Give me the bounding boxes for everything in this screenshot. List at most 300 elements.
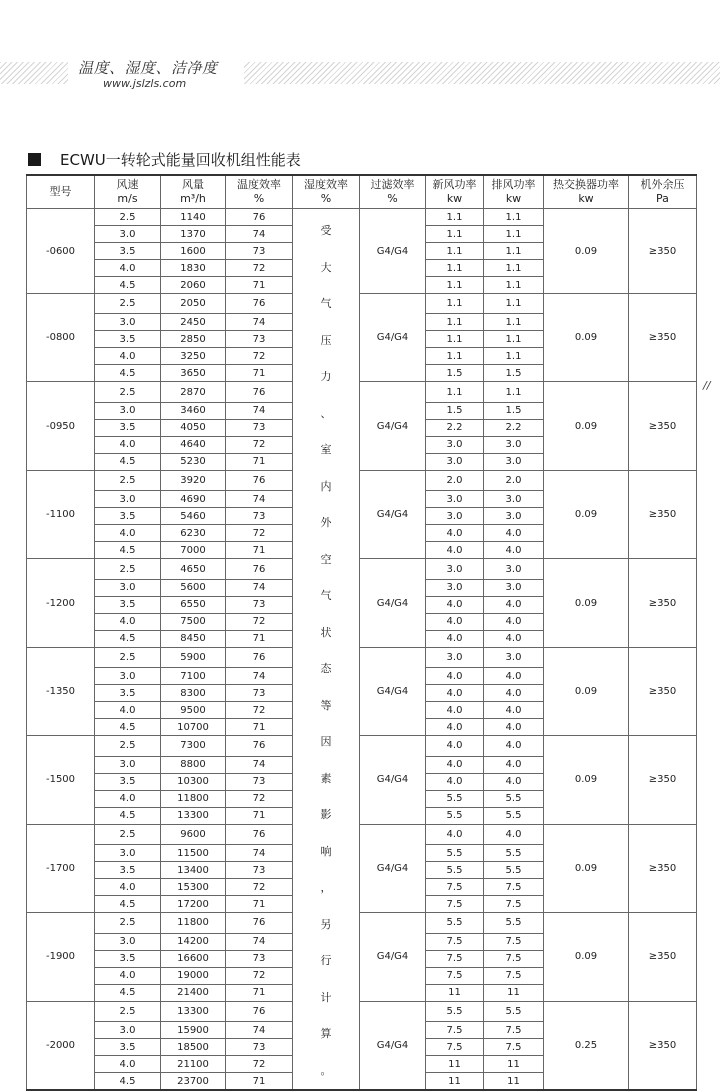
airflow-cell: 1600	[161, 243, 226, 260]
exhaust-power-cell: 4.0	[484, 719, 544, 736]
speed-cell: 4.0	[95, 348, 161, 365]
column-header	[161, 175, 226, 209]
airflow-cell: 2850	[161, 331, 226, 348]
temp-efficiency-cell: 76	[226, 1001, 293, 1022]
airflow-cell: 19000	[161, 967, 226, 984]
fresh-air-power-cell: 3.0	[426, 491, 484, 508]
table-row	[27, 382, 697, 402]
humidity-note-char: 压	[320, 333, 332, 347]
airflow-cell: 15900	[161, 1022, 226, 1039]
column-header-name: 过滤效率	[370, 178, 415, 191]
humidity-note-char: 因	[320, 735, 332, 748]
temp-efficiency-cell: 76	[226, 470, 293, 490]
fresh-air-power-cell: 1.1	[426, 226, 484, 243]
airflow-cell: 11500	[161, 845, 226, 862]
exhaust-power-cell: 3.0	[484, 508, 544, 525]
speed-cell: 3.5	[95, 419, 161, 436]
column-header	[629, 175, 697, 209]
speed-cell: 4.0	[95, 436, 161, 453]
airflow-cell: 8800	[161, 756, 226, 773]
airflow-cell: 7000	[161, 542, 226, 559]
airflow-cell: 1140	[161, 209, 226, 226]
heading-square-icon	[28, 153, 41, 166]
fresh-air-power-cell: 3.0	[426, 579, 484, 596]
temp-efficiency-cell: 71	[226, 1073, 293, 1091]
exhaust-power-cell: 1.1	[484, 243, 544, 260]
speed-cell: 3.0	[95, 1022, 161, 1039]
exchanger-power-cell: 0.09	[544, 647, 629, 735]
exhaust-power-cell: 5.5	[484, 790, 544, 807]
airflow-cell: 8300	[161, 685, 226, 702]
temp-efficiency-cell: 71	[226, 365, 293, 382]
airflow-cell: 3920	[161, 470, 226, 490]
filter-cell: G4/G4	[360, 382, 426, 470]
external-pressure-cell: ≥350	[629, 824, 697, 912]
temp-efficiency-cell: 71	[226, 719, 293, 736]
humidity-note-char: 影	[320, 808, 332, 821]
fresh-air-power-cell: 3.0	[426, 453, 484, 470]
section-heading	[28, 149, 301, 169]
speed-cell: 4.5	[95, 984, 161, 1001]
temp-efficiency-cell: 74	[226, 845, 293, 862]
temp-efficiency-cell: 72	[226, 436, 293, 453]
column-header	[360, 175, 426, 209]
fresh-air-power-cell: 4.0	[426, 525, 484, 542]
column-header-name: 风速	[116, 178, 139, 191]
airflow-cell: 7300	[161, 736, 226, 756]
external-pressure-cell: ≥350	[629, 647, 697, 735]
airflow-cell: 15300	[161, 879, 226, 896]
airflow-cell: 14200	[161, 933, 226, 950]
exhaust-power-cell: 5.5	[484, 845, 544, 862]
exhaust-power-cell: 3.0	[484, 559, 544, 579]
airflow-cell: 9600	[161, 824, 226, 844]
speed-cell: 3.0	[95, 402, 161, 419]
humidity-note-char: 力	[320, 370, 332, 383]
fresh-air-power-cell: 4.0	[426, 668, 484, 685]
exhaust-power-cell: 7.5	[484, 1022, 544, 1039]
airflow-cell: 10300	[161, 773, 226, 790]
speed-cell: 3.5	[95, 685, 161, 702]
header-url: www.jslzls.com	[103, 77, 187, 90]
temp-efficiency-cell: 72	[226, 1056, 293, 1073]
speed-cell: 4.5	[95, 542, 161, 559]
speed-cell: 3.5	[95, 1039, 161, 1056]
side-mark: //	[703, 379, 711, 392]
temp-efficiency-cell: 71	[226, 453, 293, 470]
table-row	[27, 647, 697, 667]
exhaust-power-cell: 1.5	[484, 365, 544, 382]
filter-cell: G4/G4	[360, 294, 426, 382]
fresh-air-power-cell: 5.5	[426, 913, 484, 933]
exhaust-power-cell: 7.5	[484, 896, 544, 913]
airflow-cell: 7100	[161, 668, 226, 685]
exchanger-power-cell: 0.09	[544, 470, 629, 558]
speed-cell: 3.5	[95, 331, 161, 348]
fresh-air-power-cell: 4.0	[426, 719, 484, 736]
exhaust-power-cell: 1.1	[484, 294, 544, 314]
temp-efficiency-cell: 73	[226, 508, 293, 525]
fresh-air-power-cell: 11	[426, 984, 484, 1001]
column-header-name: 湿度效率	[304, 178, 348, 191]
speed-cell: 2.5	[95, 736, 161, 756]
temp-efficiency-cell: 74	[226, 579, 293, 596]
external-pressure-cell: ≥350	[629, 382, 697, 470]
humidity-note-char: 另	[320, 917, 332, 931]
external-pressure-cell: ≥350	[629, 559, 697, 647]
speed-cell: 2.5	[95, 559, 161, 579]
speed-cell: 2.5	[95, 913, 161, 933]
exhaust-power-cell: 4.0	[484, 773, 544, 790]
speed-cell: 4.5	[95, 277, 161, 294]
fresh-air-power-cell: 4.0	[426, 773, 484, 790]
model-cell: -1700	[27, 824, 95, 912]
column-header-name: 风量	[182, 178, 204, 191]
column-header-unit: %	[253, 192, 265, 205]
exhaust-power-cell: 11	[484, 984, 544, 1001]
external-pressure-cell: ≥350	[629, 736, 697, 824]
column-header-name: 新风功率	[432, 178, 477, 191]
speed-cell: 3.0	[95, 845, 161, 862]
fresh-air-power-cell: 2.2	[426, 419, 484, 436]
airflow-cell: 7500	[161, 613, 226, 630]
airflow-cell: 3650	[161, 365, 226, 382]
temp-efficiency-cell: 73	[226, 950, 293, 967]
performance-table	[26, 174, 697, 1091]
temp-efficiency-cell: 71	[226, 277, 293, 294]
speed-cell: 3.5	[95, 862, 161, 879]
exhaust-power-cell: 4.0	[484, 525, 544, 542]
temp-efficiency-cell: 76	[226, 647, 293, 667]
model-cell: -1900	[27, 913, 95, 1001]
exhaust-power-cell: 4.0	[484, 668, 544, 685]
exhaust-power-cell: 1.1	[484, 382, 544, 402]
fresh-air-power-cell: 4.0	[426, 596, 484, 613]
speed-cell: 4.5	[95, 807, 161, 824]
exchanger-power-cell: 0.09	[544, 209, 629, 294]
speed-cell: 3.0	[95, 933, 161, 950]
fresh-air-power-cell: 5.5	[426, 862, 484, 879]
exhaust-power-cell: 1.1	[484, 331, 544, 348]
exhaust-power-cell: 4.0	[484, 542, 544, 559]
temp-efficiency-cell: 71	[226, 807, 293, 824]
exhaust-power-cell: 4.0	[484, 685, 544, 702]
external-pressure-cell: ≥350	[629, 294, 697, 382]
exhaust-power-cell: 3.0	[484, 491, 544, 508]
temp-efficiency-cell: 72	[226, 967, 293, 984]
column-header-unit: kw	[446, 192, 463, 205]
exhaust-power-cell: 1.1	[484, 348, 544, 365]
humidity-note-char: ，	[320, 881, 332, 894]
temp-efficiency-cell: 72	[226, 613, 293, 630]
exhaust-power-cell: 1.1	[484, 226, 544, 243]
fresh-air-power-cell: 1.1	[426, 260, 484, 277]
humidity-note-char: 气	[320, 589, 332, 602]
airflow-cell: 2450	[161, 314, 226, 331]
airflow-cell: 5460	[161, 508, 226, 525]
humidity-note-char: 素	[320, 771, 332, 785]
table-row	[27, 736, 697, 756]
temp-efficiency-cell: 74	[226, 402, 293, 419]
fresh-air-power-cell: 7.5	[426, 896, 484, 913]
column-header-name: 型号	[49, 185, 72, 198]
speed-cell: 4.5	[95, 365, 161, 382]
fresh-air-power-cell: 4.0	[426, 702, 484, 719]
fresh-air-power-cell: 1.5	[426, 365, 484, 382]
header-row	[27, 175, 697, 209]
external-pressure-cell: ≥350	[629, 209, 697, 294]
temp-efficiency-cell: 71	[226, 630, 293, 647]
speed-cell: 2.5	[95, 470, 161, 490]
column-header	[27, 175, 95, 209]
airflow-cell: 10700	[161, 719, 226, 736]
fresh-air-power-cell: 4.0	[426, 756, 484, 773]
speed-cell: 3.5	[95, 950, 161, 967]
temp-efficiency-cell: 74	[226, 314, 293, 331]
speed-cell: 2.5	[95, 647, 161, 667]
humidity-note-char: 。	[320, 1063, 332, 1077]
fresh-air-power-cell: 4.0	[426, 630, 484, 647]
fresh-air-power-cell: 11	[426, 1073, 484, 1091]
exhaust-power-cell: 4.0	[484, 736, 544, 756]
fresh-air-power-cell: 2.0	[426, 470, 484, 490]
airflow-cell: 8450	[161, 630, 226, 647]
airflow-cell: 5230	[161, 453, 226, 470]
fresh-air-power-cell: 4.0	[426, 613, 484, 630]
airflow-cell: 17200	[161, 896, 226, 913]
filter-cell: G4/G4	[360, 559, 426, 647]
fresh-air-power-cell: 1.1	[426, 348, 484, 365]
fresh-air-power-cell: 1.1	[426, 243, 484, 260]
external-pressure-cell: ≥350	[629, 470, 697, 558]
temp-efficiency-cell: 72	[226, 260, 293, 277]
temp-efficiency-cell: 72	[226, 879, 293, 896]
fresh-air-power-cell: 1.1	[426, 331, 484, 348]
fresh-air-power-cell: 1.1	[426, 277, 484, 294]
airflow-cell: 1370	[161, 226, 226, 243]
speed-cell: 2.5	[95, 382, 161, 402]
fresh-air-power-cell: 1.5	[426, 402, 484, 419]
exhaust-power-cell: 3.0	[484, 453, 544, 470]
exhaust-power-cell: 11	[484, 1056, 544, 1073]
humidity-note-char: 响	[320, 844, 332, 858]
column-header-unit: kw	[505, 192, 522, 205]
column-header-name: 排风功率	[491, 178, 536, 191]
table-row	[27, 294, 697, 314]
humidity-note-char: 状	[320, 625, 332, 639]
airflow-cell: 1830	[161, 260, 226, 277]
temp-efficiency-cell: 71	[226, 984, 293, 1001]
column-header-unit: %	[387, 192, 398, 205]
table-row	[27, 824, 697, 844]
humidity-note-char: 气	[320, 297, 332, 310]
speed-cell: 4.0	[95, 702, 161, 719]
column-header	[484, 175, 544, 209]
column-header	[226, 175, 293, 209]
column-header-unit: m³/h	[180, 192, 206, 205]
airflow-cell: 13400	[161, 862, 226, 879]
temp-efficiency-cell: 72	[226, 348, 293, 365]
airflow-cell: 5900	[161, 647, 226, 667]
exhaust-power-cell: 5.5	[484, 807, 544, 824]
exhaust-power-cell: 4.0	[484, 824, 544, 844]
airflow-cell: 18500	[161, 1039, 226, 1056]
speed-cell: 3.0	[95, 579, 161, 596]
column-header-unit: %	[320, 192, 332, 205]
filter-cell: G4/G4	[360, 913, 426, 1001]
humidity-note-char: 行	[320, 954, 332, 967]
exchanger-power-cell: 0.09	[544, 294, 629, 382]
model-cell: -0800	[27, 294, 95, 382]
speed-cell: 3.0	[95, 491, 161, 508]
airflow-cell: 4050	[161, 419, 226, 436]
temp-efficiency-cell: 76	[226, 913, 293, 933]
humidity-note-char: 算	[320, 1027, 332, 1040]
airflow-cell: 13300	[161, 1001, 226, 1022]
airflow-cell: 6550	[161, 596, 226, 613]
temp-efficiency-cell: 76	[226, 736, 293, 756]
speed-cell: 2.5	[95, 1001, 161, 1022]
column-header-name: 温度效率	[237, 178, 281, 191]
table-row	[27, 470, 697, 490]
airflow-cell: 21400	[161, 984, 226, 1001]
exhaust-power-cell: 1.1	[484, 277, 544, 294]
speed-cell: 4.5	[95, 1073, 161, 1091]
speed-cell: 2.5	[95, 294, 161, 314]
model-cell: -1500	[27, 736, 95, 824]
table-header	[27, 175, 697, 209]
fresh-air-power-cell: 5.5	[426, 807, 484, 824]
airflow-cell: 21100	[161, 1056, 226, 1073]
speed-cell: 3.0	[95, 226, 161, 243]
speed-cell: 3.5	[95, 508, 161, 525]
airflow-cell: 4640	[161, 436, 226, 453]
filter-cell: G4/G4	[360, 647, 426, 735]
temp-efficiency-cell: 76	[226, 209, 293, 226]
fresh-air-power-cell: 7.5	[426, 950, 484, 967]
humidity-note-cell	[293, 209, 360, 1091]
table-body	[27, 209, 697, 1091]
airflow-cell: 2050	[161, 294, 226, 314]
speed-cell: 3.5	[95, 773, 161, 790]
exhaust-power-cell: 11	[484, 1073, 544, 1091]
column-header-unit: kw	[578, 192, 594, 205]
table-row	[27, 913, 697, 933]
fresh-air-power-cell: 7.5	[426, 1039, 484, 1056]
fresh-air-power-cell: 4.0	[426, 824, 484, 844]
filter-cell: G4/G4	[360, 470, 426, 558]
speed-cell: 4.0	[95, 613, 161, 630]
exhaust-power-cell: 3.0	[484, 436, 544, 453]
exhaust-power-cell: 1.5	[484, 402, 544, 419]
humidity-note-char: 计	[320, 990, 332, 1004]
temp-efficiency-cell: 73	[226, 773, 293, 790]
exchanger-power-cell: 0.09	[544, 824, 629, 912]
fresh-air-power-cell: 7.5	[426, 967, 484, 984]
speed-cell: 4.5	[95, 453, 161, 470]
exhaust-power-cell: 7.5	[484, 933, 544, 950]
exhaust-power-cell: 4.0	[484, 630, 544, 647]
filter-cell: G4/G4	[360, 736, 426, 824]
temp-efficiency-cell: 73	[226, 331, 293, 348]
humidity-note-char: 态	[320, 662, 332, 675]
speed-cell: 3.5	[95, 596, 161, 613]
fresh-air-power-cell: 1.1	[426, 382, 484, 402]
temp-efficiency-cell: 73	[226, 419, 293, 436]
temp-efficiency-cell: 74	[226, 491, 293, 508]
airflow-cell: 11800	[161, 790, 226, 807]
table-row	[27, 559, 697, 579]
exhaust-power-cell: 5.5	[484, 862, 544, 879]
speed-cell: 3.0	[95, 314, 161, 331]
speed-cell: 4.0	[95, 879, 161, 896]
airflow-cell: 5600	[161, 579, 226, 596]
fresh-air-power-cell: 1.1	[426, 314, 484, 331]
humidity-note-char: 内	[320, 479, 332, 493]
column-header-unit: m/s	[117, 192, 138, 205]
temp-efficiency-cell: 72	[226, 702, 293, 719]
exchanger-power-cell: 0.09	[544, 913, 629, 1001]
filter-cell: G4/G4	[360, 1001, 426, 1090]
airflow-cell: 3250	[161, 348, 226, 365]
exchanger-power-cell: 0.09	[544, 736, 629, 824]
exhaust-power-cell: 4.0	[484, 756, 544, 773]
exhaust-power-cell: 5.5	[484, 913, 544, 933]
airflow-cell: 3460	[161, 402, 226, 419]
speed-cell: 4.5	[95, 719, 161, 736]
temp-efficiency-cell: 72	[226, 790, 293, 807]
exhaust-power-cell: 7.5	[484, 1039, 544, 1056]
header-title: 温度、湿度、洁净度	[78, 59, 218, 77]
exhaust-power-cell: 7.5	[484, 950, 544, 967]
speed-cell: 4.0	[95, 790, 161, 807]
humidity-note-char: 空	[320, 552, 332, 566]
humidity-note-char: 大	[320, 260, 332, 274]
temp-efficiency-cell: 74	[226, 226, 293, 243]
filter-cell: G4/G4	[360, 209, 426, 294]
model-cell: -1100	[27, 470, 95, 558]
fresh-air-power-cell: 4.0	[426, 542, 484, 559]
speed-cell: 3.0	[95, 756, 161, 773]
exchanger-power-cell: 0.09	[544, 559, 629, 647]
column-header	[426, 175, 484, 209]
external-pressure-cell: ≥350	[629, 1001, 697, 1090]
exchanger-power-cell: 0.09	[544, 382, 629, 470]
column-header	[293, 175, 360, 209]
airflow-cell: 6230	[161, 525, 226, 542]
table-row	[27, 209, 697, 226]
speed-cell: 3.0	[95, 668, 161, 685]
table-row	[27, 1001, 697, 1022]
humidity-note-char: 、	[320, 406, 332, 420]
column-header-unit: Pa	[656, 192, 669, 205]
temp-efficiency-cell: 76	[226, 559, 293, 579]
temp-efficiency-cell: 71	[226, 542, 293, 559]
airflow-cell: 11800	[161, 913, 226, 933]
column-header	[95, 175, 161, 209]
model-cell: -1350	[27, 647, 95, 735]
section-title: ECWU一转轮式能量回收机组性能表	[60, 150, 301, 169]
fresh-air-power-cell: 3.0	[426, 508, 484, 525]
speed-cell: 4.0	[95, 1056, 161, 1073]
temp-efficiency-cell: 74	[226, 668, 293, 685]
airflow-cell: 4690	[161, 491, 226, 508]
fresh-air-power-cell: 3.0	[426, 436, 484, 453]
temp-efficiency-cell: 76	[226, 382, 293, 402]
column-header-name: 机外余压	[640, 178, 685, 191]
exhaust-power-cell: 1.1	[484, 260, 544, 277]
temp-efficiency-cell: 73	[226, 685, 293, 702]
